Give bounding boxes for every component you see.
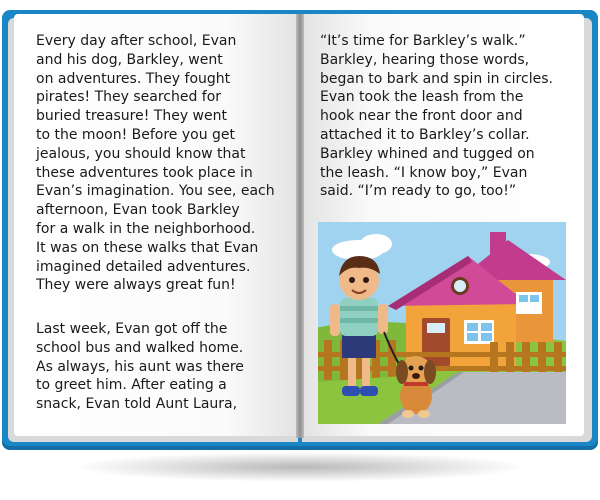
book-spine	[296, 14, 304, 438]
right-page-paragraph-1: “It’s time for Barkley’s walk.” Barkley, hearing those words, began to bark and spin in circles. Evan took the leash from the hook near the front door and attached it to Barkley’s collar. Barkley whined and tugged on the leash. “I know boy,” Evan said. “I’m ready to go, too!”	[320, 33, 553, 200]
left-page-paragraph-1: Every day after school, Evan and his dog, Barkley, went on adventures. They fought pirates! They searched for buried treasure! They went to the moon! Before you get jealous, you should know that these adventures took place in Evan’s imagination. You see, each afternoon, Evan took Barkley for a walk in the neighborhood. It was on these walks that Evan imagined detailed adventures. They were always great fun!	[36, 33, 275, 294]
story-illustration	[318, 222, 566, 424]
illustration-svg	[318, 222, 566, 424]
chimney	[490, 232, 506, 262]
left-page-paragraph-2: Last week, Evan got off the school bus and walked home. As always, his aunt was there to greet him. After eating a snack, Evan told Aunt Laura,	[36, 321, 244, 413]
book-shadow	[70, 452, 530, 482]
